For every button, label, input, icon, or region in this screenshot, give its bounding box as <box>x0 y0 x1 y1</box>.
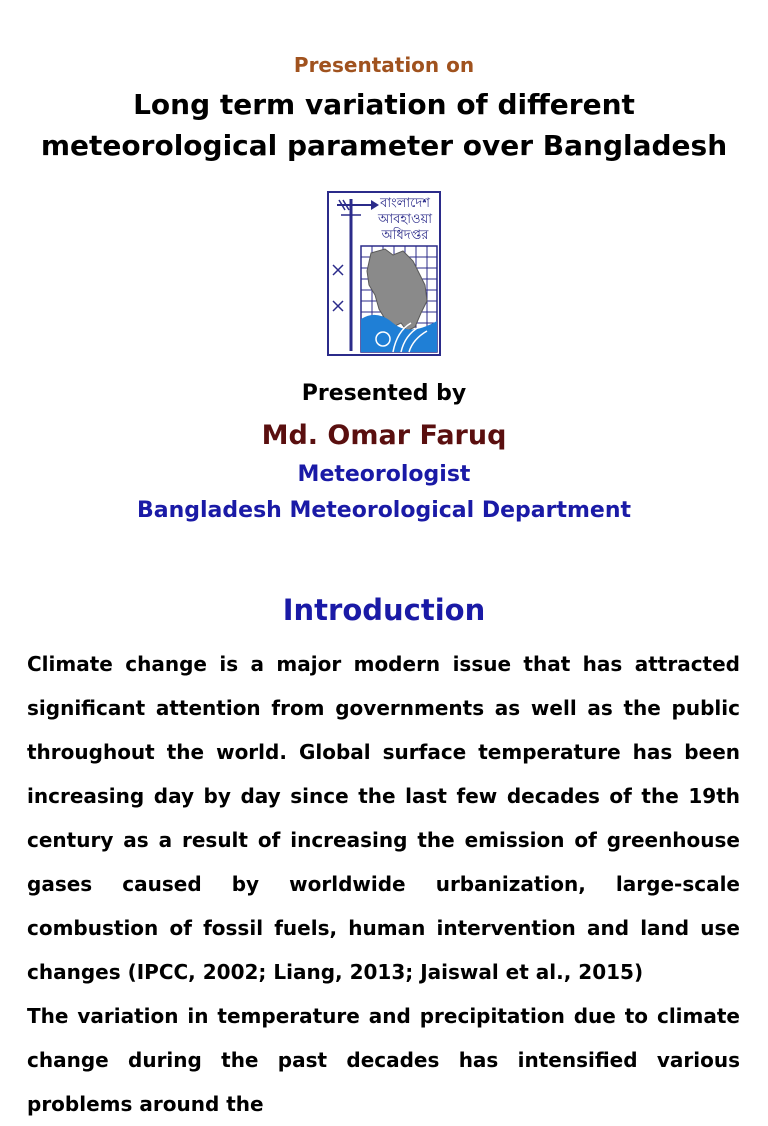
introduction-paragraph-2: The variation in temperature and precipitation due to climate change during the past decades has intensified various problems around the <box>27 1004 740 1116</box>
presenter-role: Meteorologist <box>297 462 471 487</box>
logo-text-line2: আবহাওয়া <box>378 212 432 227</box>
presented-by-label: Presented by <box>301 381 467 406</box>
introduction-body <box>27 642 740 1126</box>
introduction-heading: Introduction <box>282 593 486 627</box>
introduction-paragraph-1: Climate change is a major modern issue that has attracted significant attention from governments as well as the public throughout the world. Global surface temperature has been increasing day by day since the last few decades of the 19th century as a result of increasing the emission of greenhouse gases caused by worldwide urbanization, large-scale combustion of fossil fuels, human intervention and land use changes (IPCC, 2002; Liang, 2013; Jaiswal et al., 2015) <box>27 652 740 984</box>
logo-text-line1: বাংলাদেশ <box>380 196 430 211</box>
presenter-organization: Bangladesh Meteorological Department <box>136 498 632 523</box>
presentation-title: Long term variation of different meteorological parameter over Bangladesh <box>40 88 728 162</box>
logo-text-line3: অধিদপ্তর <box>381 228 429 243</box>
bmd-logo <box>327 191 441 356</box>
presentation-on-label: Presentation on <box>293 53 475 77</box>
presenter-name: Md. Omar Faruq <box>261 420 507 451</box>
